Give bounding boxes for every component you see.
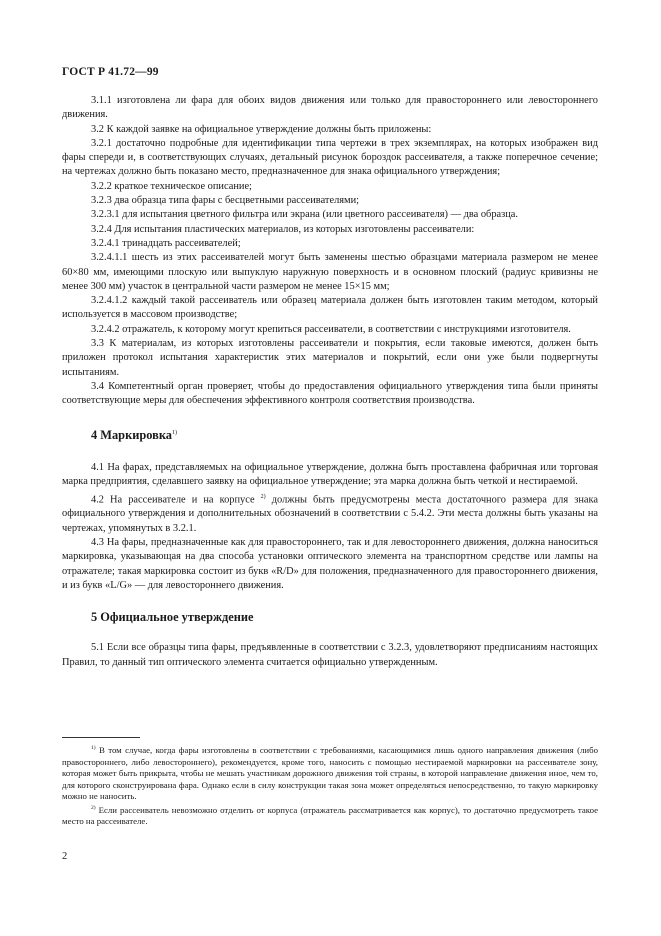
footnote-1-mark: 1) (91, 745, 96, 751)
paragraph-3-2-3: 3.2.3 два образца типа фары с бесцветными рассеивателями; (91, 195, 360, 207)
paragraph-4-2-start: 4.2 На рассеивателе и на корпусе (91, 494, 261, 506)
paragraph-3-2: 3.2 К каждой заявке на официальное утверждение должны быть приложены: (91, 123, 432, 135)
footnote-2-text: Если рассеиватель невозможно отделить от корпуса (отражатель рассматривается как корпус), то достаточно предусмотреть такое место на рассеивателе. (62, 804, 598, 827)
paragraph-3-2-4-1-2: 3.2.4.1.2 каждый такой рассеиватель или образец материала должен быть изготовлен таким методом, который используется в массовом производстве; (62, 295, 598, 321)
paragraph-3-3: 3.3 К материалам, из которых изготовлены рассеиватели и покрытия, если таковые имеются, должен быть приложен протокол испытания характеристик этих материалов и покрытий, если они уже были подвергнуты испытаниям. (62, 338, 598, 378)
paragraph-3-2-1: 3.2.1 достаточно подробные для идентификации типа чертежи в трех экземплярах, на которых изображен вид фары спереди и, в соответствующих случаях, детальный рисунок бороздок рассеивателя, а также поперечное сечение; на чертежах должно быть показано место, предназначенное для знака официального утверждения; (62, 137, 598, 178)
paragraph-3-2-4-1-1: 3.2.4.1.1 шесть из этих рассеивателей могут быть заменены шестью образцами материала размером не менее 60×80 мм, имеющими плоскую или выпуклую наружную поверхность и в основном плоский (радиус кривизны не менее 300 мм) участок в центральной части размером не менее 15×15 мм; (62, 252, 598, 292)
footnote-1 (62, 743, 598, 803)
paragraph-4-3: 4.3 На фары, предназначенные как для правостороннего, так и для левостороннего движения, должна наноситься маркировка, указывающая на два способа установки оптического элемента на транспортном средстве или лампы на отражателе; такая маркировка состоит из букв «R/D» для положения, предназначенного для правостороннего движения, и из букв «L/G» — для левостороннего движения. (62, 536, 598, 591)
footnote-2-mark: 2) (91, 804, 96, 811)
main-text (62, 94, 598, 670)
paragraph-4-1: 4.1 На фарах, представляемых на официальное утверждение, должна быть проставлена фабричная или торговая марка предприятия, сделавшего заявку на официальное утверждение; эта марка должна быть четкой и нестираемой. (62, 461, 598, 488)
footnote-divider (62, 737, 140, 738)
paragraph-3-2-4-2: 3.2.4.2 отражатель, к которому могут крепиться рассеиватели, в соответствии с инструкциями изготовителя. (91, 323, 571, 335)
paragraph-3-2-4-1: 3.2.4.1 тринадцать рассеивателей; (91, 237, 241, 249)
paragraph-3-2-3-1: 3.2.3.1 для испытания цветного фильтра или экрана (или цветного рассеивателя) — два образца. (91, 209, 519, 221)
footnote-ref-2: 2) (260, 493, 266, 500)
paragraph-5-1: 5.1 Если все образцы типа фары, предъявленные в соответствии с 3.2.3, удовлетворяют предписаниям настоящих Правил, то данный тип оптического элемента считается официально утвержденным. (62, 642, 598, 668)
footnotes (62, 743, 598, 828)
paragraph-4-2-end: должны быть предусмотрены места достаточного размера для знака официального утверждения и дополнительных обозначений в соответствии с 5.4.2. Эти места должны быть указаны на чертежах, упомянутых в 3.2.1. (62, 494, 598, 534)
footnote-ref-1: 1) (171, 429, 177, 436)
section-4-title: 4 Маркировка (91, 427, 172, 442)
page-number: 2 (62, 851, 68, 862)
paragraph-3-1-1: 3.1.1 изготовлена ли фара для обоих видов движения или только для правостороннего или левостороннего движения. (62, 95, 598, 121)
paragraph-3-2-2: 3.2.2 краткое техническое описание; (91, 180, 252, 192)
footnote-2 (62, 803, 598, 828)
paragraph-3-2-4: 3.2.4 Для испытания пластических материалов, из которых изготовлены рассеиватели: (91, 223, 475, 235)
standard-header: ГОСТ Р 41.72—99 (62, 66, 159, 78)
paragraph-3-4: 3.4 Компетентный орган проверяет, чтобы до предоставления официального утверждения типа были приняты соответствующие меры для обеспечения эффективного контроля соответствия производства. (62, 380, 598, 407)
footnote-1-text: В том случае, когда фары изготовлены в соответствии с требованиями, касающимися лишь одного направления движения (либо правостороннего, либо левостороннего), рекомендуется, кроме того, наносить с помощью нестираемой маркировки на рассеивателе зону, которая может быть прикрыта, чтобы не мешать участникам дорожного движения той страны, в которой направление движения иное, чем то, для которого сконструирована фара. Однако если в силу конструкции такая зона может определяться непосредственно, то такую маркировку можно не наносить. (62, 744, 598, 802)
paragraph-4-2 (62, 490, 598, 536)
section-5-heading: 5 Официальное утверждение (91, 610, 254, 625)
section-4-heading (62, 426, 598, 442)
